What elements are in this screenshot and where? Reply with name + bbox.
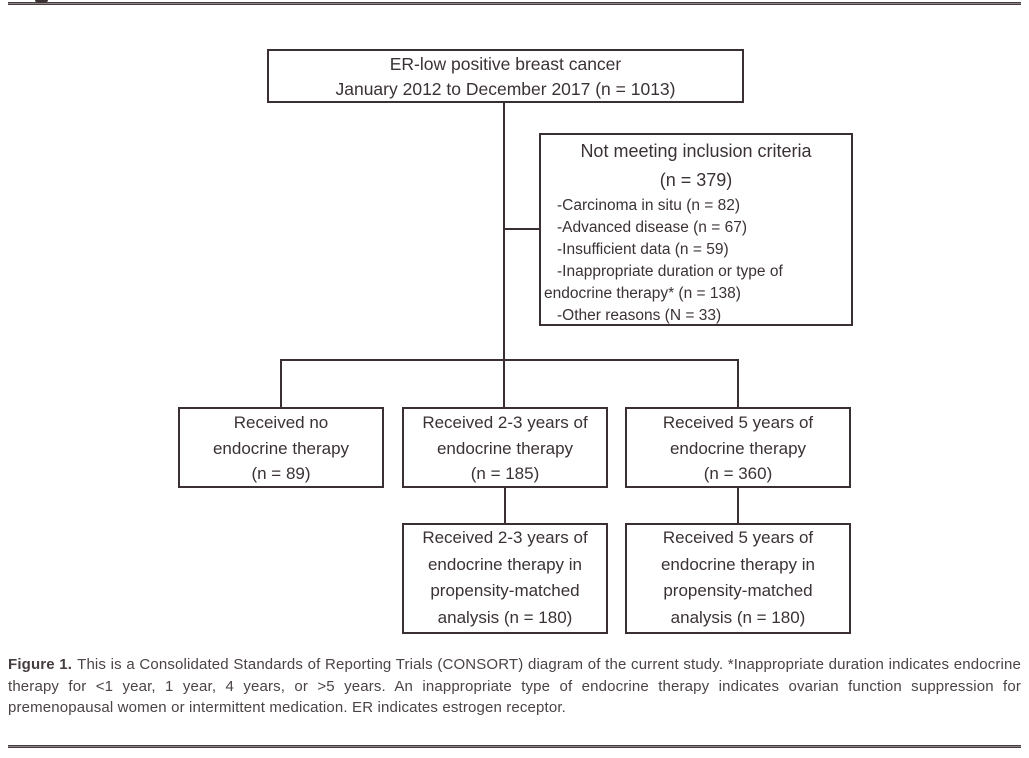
flow-box-2-3-years	[402, 407, 608, 488]
flow-box-line: Received 2-3 years of	[422, 413, 588, 432]
flow-box-line: analysis (n = 180)	[670, 607, 806, 627]
flow-box-line: Received 2-3 years of	[422, 528, 588, 547]
figure-caption-label: Figure 1.	[8, 656, 73, 673]
exclusion-item: -Advanced disease (n = 67)	[557, 219, 747, 236]
flow-box-line: endocrine therapy	[212, 438, 350, 458]
exclusion-item: -Other reasons (N = 33)	[557, 307, 722, 324]
figure-caption-text: This is a Consolidated Standards of Reporting Trials (CONSORT) diagram of the current study. *Inappropriate duration indicates endocrine therapy for <1 year, 1 year, 4 years, or >5 years. An inappropriate type of endocrine therapy indicates ovarian function suppression for premenopausal women or intermittent medication. ER indicates estrogen receptor.	[8, 656, 1021, 716]
connector-main-vertical	[503, 101, 505, 408]
connector-right-drop	[737, 359, 739, 408]
flow-box-5-years	[625, 407, 851, 488]
flow-box-line: Received 5 years of	[662, 413, 814, 432]
flow-box-exclusions	[539, 133, 853, 326]
bottom-divider	[8, 745, 1021, 748]
exclusion-subtitle: (n = 379)	[659, 170, 733, 190]
flow-box-line: (n = 185)	[470, 464, 540, 483]
flow-box-2-3-years-matched	[402, 523, 608, 634]
page-edge-artifact	[35, 0, 48, 3]
exclusion-title: Not meeting inclusion criteria	[580, 141, 812, 161]
flow-box-line: January 2012 to December 2017 (n = 1013)	[335, 79, 676, 99]
flow-box-no-therapy	[178, 407, 384, 488]
flow-box-line: (n = 89)	[251, 464, 311, 483]
exclusion-item: -Carcinoma in situ (n = 82)	[557, 197, 741, 214]
flow-box-line: propensity-matched	[663, 581, 813, 600]
connector-right-to-matched	[737, 486, 739, 525]
flow-box-line: ER-low positive breast cancer	[389, 54, 622, 74]
exclusion-item: -Inappropriate duration or type of endocrine therapy* (n = 138)	[544, 263, 783, 302]
flow-box-line: endocrine therapy	[669, 438, 807, 458]
flow-box-line: analysis (n = 180)	[437, 607, 573, 627]
connector-exclusion-stub	[504, 228, 541, 230]
figure-caption	[8, 654, 1021, 719]
connector-branch-horizontal	[280, 359, 739, 361]
flow-box-line: endocrine therapy in	[660, 554, 816, 574]
flow-box-population	[267, 49, 744, 103]
top-divider	[8, 2, 1021, 5]
flow-box-line: (n = 360)	[703, 464, 773, 483]
connector-left-drop	[280, 359, 282, 408]
flow-box-5-years-matched	[625, 523, 851, 634]
flow-box-line: Received 5 years of	[662, 528, 814, 547]
flow-box-line: endocrine therapy in	[427, 554, 583, 574]
flow-box-line: propensity-matched	[430, 581, 580, 600]
flow-box-line: endocrine therapy	[436, 438, 574, 458]
flow-box-line: Received no	[233, 413, 329, 432]
connector-middle-to-matched	[504, 486, 506, 525]
exclusion-item: -Insufficient data (n = 59)	[557, 241, 729, 258]
